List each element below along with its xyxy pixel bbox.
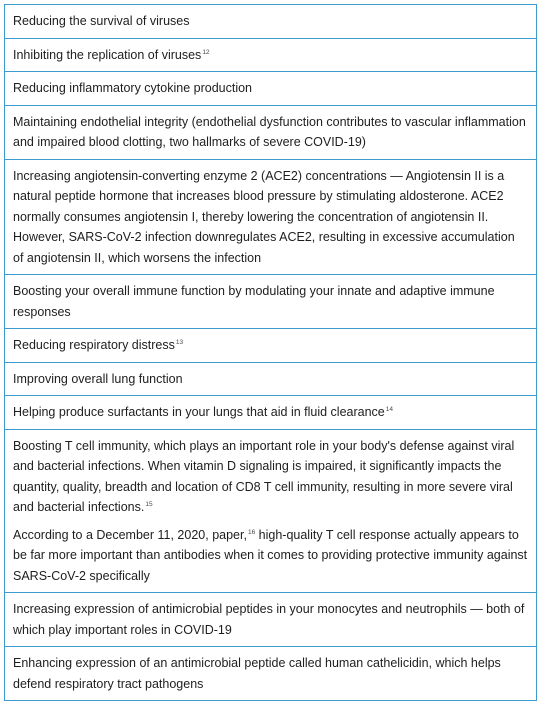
citation-ref[interactable]: 12 — [202, 48, 210, 56]
table-row — [5, 38, 536, 72]
citation-ref[interactable]: 14 — [385, 406, 393, 413]
row-text: Boosting T cell immunity, which plays an important role in your body's defense against viral and bacterial infections. When vitamin D signaling is impaired, it significantly impacts the quantity, quality, breadth and location of CD8 T cell immunity, resulting in more severe viral and bacterial infections.$^{15}$ — [13, 438, 515, 514]
table-row — [5, 328, 536, 362]
table-row — [5, 71, 536, 105]
table-row — [5, 5, 536, 38]
table-row — [5, 646, 536, 700]
row-text: Maintaining endothelial integrity (endothelial dysfunction contributes to vascular inflammation and impaired blood clotting, two hallmarks of severe COVID-19) — [13, 114, 526, 149]
row-text: Helping produce surfactants in your lungs that aid in fluid clearance$^{14}$ — [13, 405, 393, 419]
table-row — [5, 159, 536, 275]
table-row — [5, 592, 536, 646]
citation-ref[interactable]: 16 — [247, 528, 256, 536]
row-text: Reducing respiratory distress$^{13}$ — [13, 338, 184, 352]
table-row — [5, 274, 536, 328]
row-text: Reducing the survival of viruses — [13, 14, 190, 28]
row-text-paragraph-2: According to a December 11, 2020, paper,$^{16}$ high-quality T cell response actually appears to be far more important than antibodies when it comes to providing protective immunity against SARS-CoV-2 specifically — [13, 527, 528, 583]
row-text: Boosting your overall immune function by modulating your innate and adaptive immune responses — [13, 284, 495, 319]
row-text: Increasing angiotensin-converting enzyme 2 (ACE2) concentrations — Angiotensin II is a natural peptide hormone that increases blood pressure by stimulating aldosterone. ACE2 normally consumes angiotensin I, thereby lowering the concentration of angiotensin II. However, SARS-CoV-2 infection downregulates ACE2, resulting in excessive accumulation of angiotensin II, which worsens the infection — [13, 168, 515, 265]
row-text: Inhibiting the replication of viruses$^{12}$ — [13, 47, 210, 62]
table-row — [5, 362, 536, 396]
citation-ref[interactable]: 13 — [175, 339, 184, 346]
row-text: Reducing inflammatory cytokine production — [13, 81, 253, 95]
citation-ref[interactable]: 15 — [145, 501, 153, 508]
table-row — [5, 105, 536, 159]
table-row — [5, 429, 536, 593]
row-text: Improving overall lung function — [13, 371, 183, 386]
benefits-table — [4, 4, 537, 701]
row-text: Enhancing expression of an antimicrobial peptide called human cathelicidin, which helps defend respiratory tract pathogens — [13, 656, 501, 691]
row-text: Increasing expression of antimicrobial peptides in your monocytes and neutrophils — both of which play important roles in COVID-19 — [13, 602, 525, 637]
table-row — [5, 395, 536, 429]
